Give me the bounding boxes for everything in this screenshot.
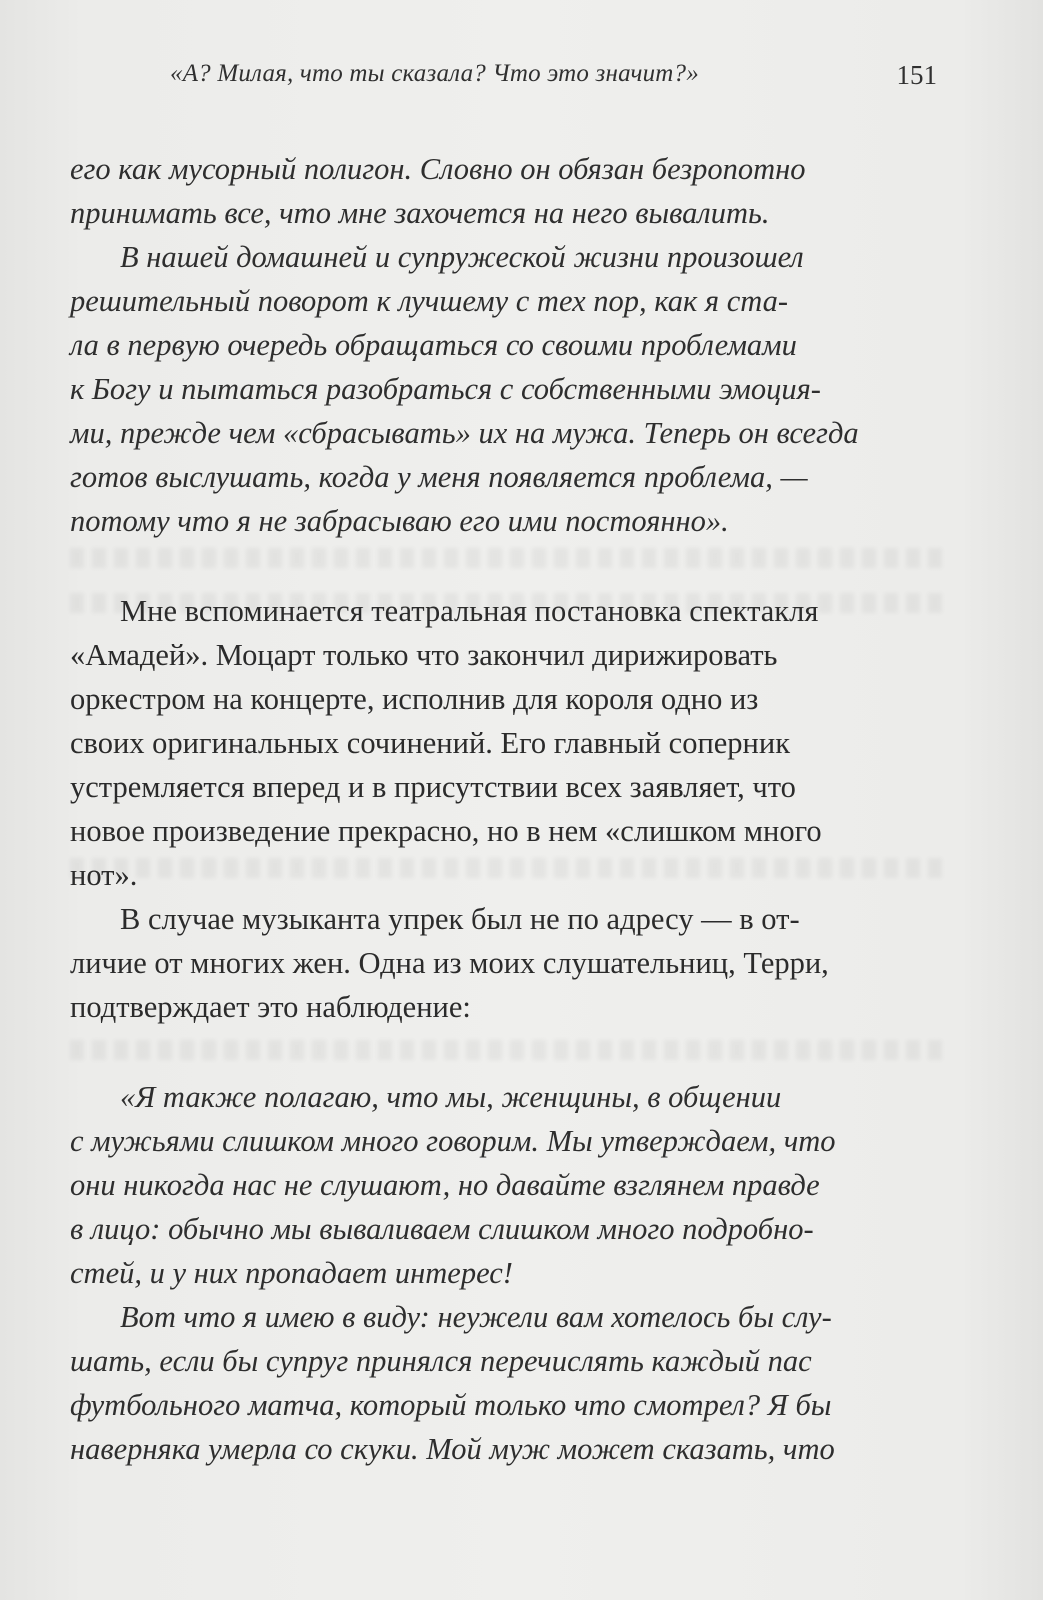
- text-line: принимать все, что мне захочется на него вывалить.: [70, 196, 770, 230]
- text-line: нот».: [70, 858, 138, 892]
- text-line: В нашей домашней и супружеской жизни произошел: [120, 240, 804, 274]
- text-line: потому что я не забрасываю его ими постоянно».: [70, 504, 729, 538]
- paragraph: [70, 1295, 940, 1471]
- text-line: они никогда нас не слушают, но давайте взглянем правде: [70, 1168, 820, 1202]
- text-line: подтверждает это наблюдение:: [70, 990, 471, 1024]
- paragraph-gap: [70, 1029, 940, 1075]
- text-line: Мне вспоминается театральная постановка спектакля: [120, 594, 819, 628]
- text-line: его как мусорный полигон. Словно он обязан безропотно: [70, 152, 806, 186]
- text-line: ми, прежде чем «сбрасывать» их на мужа. Теперь он всегда: [70, 416, 859, 450]
- text-line: В случае музыканта упрек был не по адресу — в от-: [120, 902, 800, 936]
- paragraph: [70, 589, 940, 897]
- text-line: к Богу и пытаться разобраться с собственными эмоция-: [70, 372, 821, 406]
- text-line: с мужьями слишком много говорим. Мы утверждаем, что: [70, 1124, 836, 1158]
- text-line: оркестром на концерте, исполнив для короля одно из: [70, 682, 759, 716]
- text-line: наверняка умерла со скуки. Мой муж может сказать, что: [70, 1432, 835, 1466]
- text-line: решительный поворот к лучшему с тех пор, как я ста-: [70, 284, 789, 318]
- running-title: «А? Милая, что ты сказала? Что это значит?»: [170, 60, 699, 87]
- text-line: ла в первую очередь обращаться со своими проблемами: [70, 328, 797, 362]
- text-line: своих оригинальных сочинений. Его главный соперник: [70, 726, 791, 760]
- text-line: устремляется вперед и в присутствии всех заявляет, что: [70, 770, 796, 804]
- text-line: «Я также полагаю, что мы, женщины, в общении: [120, 1080, 782, 1114]
- text-line: Вот что я имею в виду: неужели вам хотелось бы слу-: [120, 1300, 832, 1334]
- paragraph: [70, 897, 940, 1029]
- text-line: стей, и у них пропадает интерес!: [70, 1256, 513, 1290]
- text-line: готов выслушать, когда у меня появляется проблема, —: [70, 460, 808, 494]
- body-text: [70, 147, 940, 1471]
- paragraph: [70, 147, 940, 235]
- text-line: шать, если бы супруг принялся перечислять каждый пас: [70, 1344, 812, 1378]
- text-line: личие от многих жен. Одна из моих слушательниц, Терри,: [70, 946, 829, 980]
- text-line: футбольного матча, который только что смотрел? Я бы: [70, 1388, 832, 1422]
- text-line: «Амадей». Моцарт только что закончил дирижировать: [70, 638, 778, 672]
- paragraph: [70, 235, 940, 543]
- text-line: в лицо: обычно мы вываливаем слишком много подробно-: [70, 1212, 814, 1246]
- paragraph-gap: [70, 543, 940, 589]
- text-line: новое произведение прекрасно, но в нем «слишком много: [70, 814, 822, 848]
- page-number: 151: [896, 60, 937, 90]
- paragraph: [70, 1075, 940, 1295]
- running-head: [70, 60, 937, 100]
